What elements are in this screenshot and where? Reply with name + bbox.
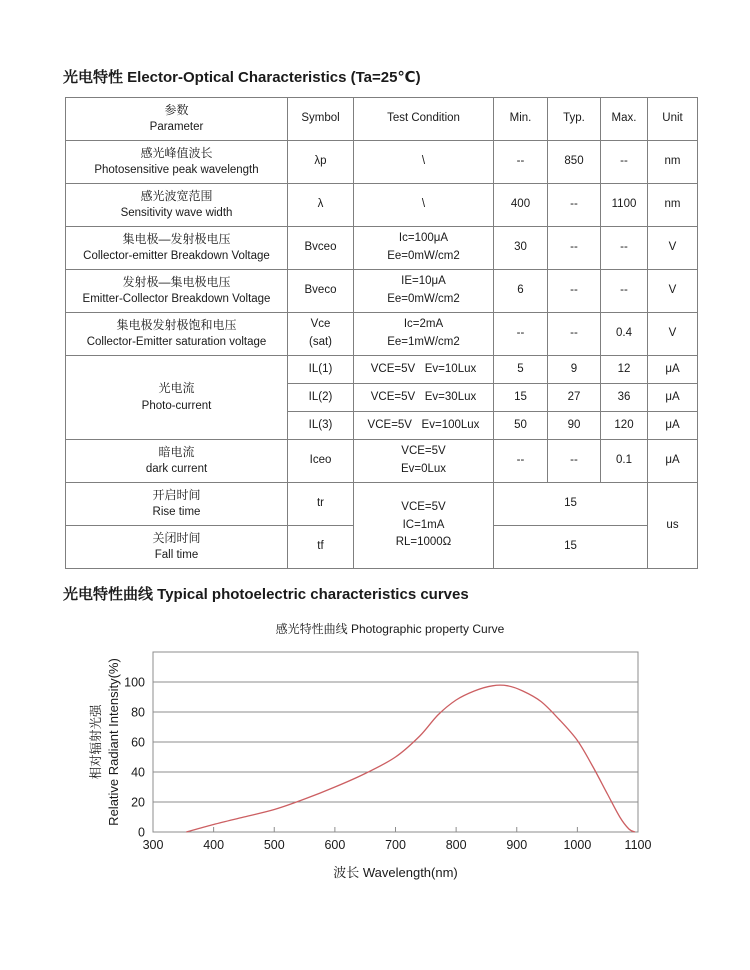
chart-svg	[15, 642, 705, 902]
y-tick-label: 60	[131, 735, 145, 750]
param-cell	[66, 184, 288, 227]
condition-cell: VCE=5V Ev=10Lux	[354, 356, 494, 384]
col-header-max: Max.	[601, 98, 648, 141]
param-zh: 集电极发射极饱和电压	[116, 317, 237, 332]
max-cell: --	[601, 270, 648, 313]
param-en: Photo-current	[141, 399, 212, 412]
curves-section-title: 光电特性曲线 Typical photoelectric characteristics curves	[63, 586, 469, 603]
param-zh: 光电流	[158, 381, 195, 396]
unit-cell: μA	[648, 384, 698, 412]
table-row	[66, 270, 698, 313]
unit-cell: μA	[648, 356, 698, 384]
col-header-unit: Unit	[648, 98, 698, 141]
min-cell: 6	[494, 270, 548, 313]
param-cell	[66, 440, 288, 483]
max-cell: 0.4	[601, 313, 648, 356]
unit-cell: μA	[648, 440, 698, 483]
param-en: dark current	[145, 463, 208, 476]
param-zh: 感光峰值波长	[140, 145, 213, 160]
max-cell: --	[601, 227, 648, 270]
param-en: Emitter-Collector Breakdown Voltage	[82, 293, 271, 306]
unit-cell: V	[648, 313, 698, 356]
param-cell-rise-time	[66, 483, 288, 526]
condition-line: Ev=0Lux	[400, 463, 447, 475]
x-tick-label: 1100	[624, 838, 652, 852]
symbol-cell: IL(3)	[288, 412, 354, 440]
param-zh: 集电极—发射极电压	[122, 231, 231, 246]
param-zh: 开启时间	[152, 487, 201, 502]
condition-line: Ee=0mW/cm2	[387, 250, 460, 262]
param-cell	[66, 141, 288, 184]
table-row	[66, 141, 698, 184]
symbol-cell: Bveco	[288, 270, 354, 313]
symbol-cell: λp	[288, 141, 354, 184]
min-cell: 400	[494, 184, 548, 227]
param-zh: 关闭时间	[152, 530, 201, 545]
min-cell: --	[494, 141, 548, 184]
y-axis-label-en: Relative Radiant Intensity(%)	[106, 658, 121, 826]
col-header-parameter	[66, 98, 288, 141]
y-tick-label: 100	[124, 675, 145, 690]
symbol-cell: tr	[288, 483, 354, 526]
y-tick-label: 80	[131, 705, 145, 720]
typ-cell: 9	[548, 356, 601, 384]
condition-line: Ic=100μA	[398, 232, 449, 245]
page-title: 光电特性 Elector-Optical Characteristics (Ta=25℃)	[63, 69, 421, 86]
chart-curve	[186, 685, 635, 832]
table-row	[66, 483, 698, 526]
typ-cell: 850	[548, 141, 601, 184]
symbol-cell: Iceo	[288, 440, 354, 483]
x-tick-label: 900	[506, 838, 528, 852]
min-cell: 30	[494, 227, 548, 270]
x-axis-label: 波长 Wavelength(nm)	[333, 865, 458, 880]
param-cell	[66, 270, 288, 313]
param-cell	[66, 313, 288, 356]
typ-cell: 90	[548, 412, 601, 440]
symbol-cell: IL(2)	[288, 384, 354, 412]
table-row	[66, 184, 698, 227]
x-tick-label: 600	[324, 838, 346, 852]
header-parameter-en: Parameter	[149, 121, 204, 134]
condition-cell	[354, 313, 494, 356]
max-cell: 0.1	[601, 440, 648, 483]
max-cell: 120	[601, 412, 648, 440]
param-zh: 感光波宽范围	[140, 188, 213, 203]
max-cell: 36	[601, 384, 648, 412]
x-tick-label: 700	[385, 838, 406, 852]
symbol-cell	[288, 313, 354, 356]
param-en: Collector-emitter Breakdown Voltage	[83, 250, 270, 263]
symbol-cell: tf	[288, 526, 354, 569]
condition-line: Ee=0mW/cm2	[387, 293, 460, 305]
condition-cell-rise-fall	[354, 483, 494, 569]
condition-cell	[354, 440, 494, 483]
header-parameter-zh: 参数	[164, 102, 189, 117]
symbol-cell: IL(1)	[288, 356, 354, 384]
y-axis-label-zh: 相对辐射光强	[89, 704, 103, 780]
symbol-cell: λ	[288, 184, 354, 227]
unit-cell: μA	[648, 412, 698, 440]
table-header-row	[66, 98, 698, 141]
electro-optical-characteristics-table	[65, 97, 698, 569]
unit-cell: V	[648, 270, 698, 313]
condition-line: VCE=5V	[401, 445, 446, 458]
x-tick-label: 800	[445, 838, 467, 852]
condition-line: Ic=2mA	[403, 318, 444, 331]
table-row	[66, 440, 698, 483]
typ-cell: --	[548, 313, 601, 356]
typ-cell: --	[548, 270, 601, 313]
condition-cell: \	[354, 141, 494, 184]
max-cell: 1100	[601, 184, 648, 227]
condition-line: IE=10μA	[401, 275, 446, 288]
y-tick-label: 20	[131, 795, 145, 810]
condition-line: Ee=1mW/cm2	[387, 336, 460, 348]
min-cell: 15	[494, 384, 548, 412]
param-cell-photo-current	[66, 356, 288, 440]
max-cell: --	[601, 141, 648, 184]
col-header-symbol: Symbol	[288, 98, 354, 141]
typ-cell: --	[548, 440, 601, 483]
param-en: Fall time	[154, 549, 199, 562]
param-cell-fall-time	[66, 526, 288, 569]
y-tick-label: 40	[131, 765, 145, 780]
condition-line: RL=1000Ω	[395, 536, 452, 549]
table-row	[66, 313, 698, 356]
table-row	[66, 356, 698, 384]
unit-cell: V	[648, 227, 698, 270]
photocurve-chart	[15, 642, 705, 902]
symbol-line: (sat)	[309, 336, 332, 348]
param-en: Collector-Emitter saturation voltage	[86, 336, 267, 349]
param-en: Sensitivity wave width	[120, 207, 233, 220]
param-en: Photosensitive peak wavelength	[94, 164, 259, 177]
x-tick-label: 1000	[563, 838, 592, 852]
x-tick-label: 500	[263, 838, 285, 852]
x-tick-label: 400	[203, 838, 225, 852]
param-zh: 发射极—集电极电压	[122, 274, 231, 289]
col-header-test-condition: Test Condition	[354, 98, 494, 141]
symbol-line: Vce	[310, 318, 331, 331]
condition-cell	[354, 227, 494, 270]
col-header-min: Min.	[494, 98, 548, 141]
condition-cell: \	[354, 184, 494, 227]
typ-cell: 27	[548, 384, 601, 412]
rise-time-value-cell: 15	[494, 483, 648, 526]
typ-cell: --	[548, 184, 601, 227]
unit-cell: nm	[648, 141, 698, 184]
unit-cell-rise-fall: us	[648, 483, 698, 569]
condition-cell	[354, 270, 494, 313]
condition-cell: VCE=5V Ev=100Lux	[354, 412, 494, 440]
condition-line: IC=1mA	[402, 518, 445, 531]
min-cell: --	[494, 313, 548, 356]
param-cell	[66, 227, 288, 270]
typ-cell: --	[548, 227, 601, 270]
y-tick-label: 0	[138, 825, 145, 840]
max-cell: 12	[601, 356, 648, 384]
min-cell: --	[494, 440, 548, 483]
x-tick-label: 300	[142, 838, 164, 852]
unit-cell: nm	[648, 184, 698, 227]
table-row	[66, 227, 698, 270]
param-zh: 暗电流	[158, 444, 195, 459]
condition-line: VCE=5V	[401, 500, 446, 513]
col-header-typ: Typ.	[548, 98, 601, 141]
min-cell: 5	[494, 356, 548, 384]
symbol-cell: Bvceo	[288, 227, 354, 270]
min-cell: 50	[494, 412, 548, 440]
chart-title: 感光特性曲线 Photographic property Curve	[275, 622, 505, 636]
fall-time-value-cell: 15	[494, 526, 648, 569]
condition-cell: VCE=5V Ev=30Lux	[354, 384, 494, 412]
param-en: Rise time	[152, 506, 201, 519]
